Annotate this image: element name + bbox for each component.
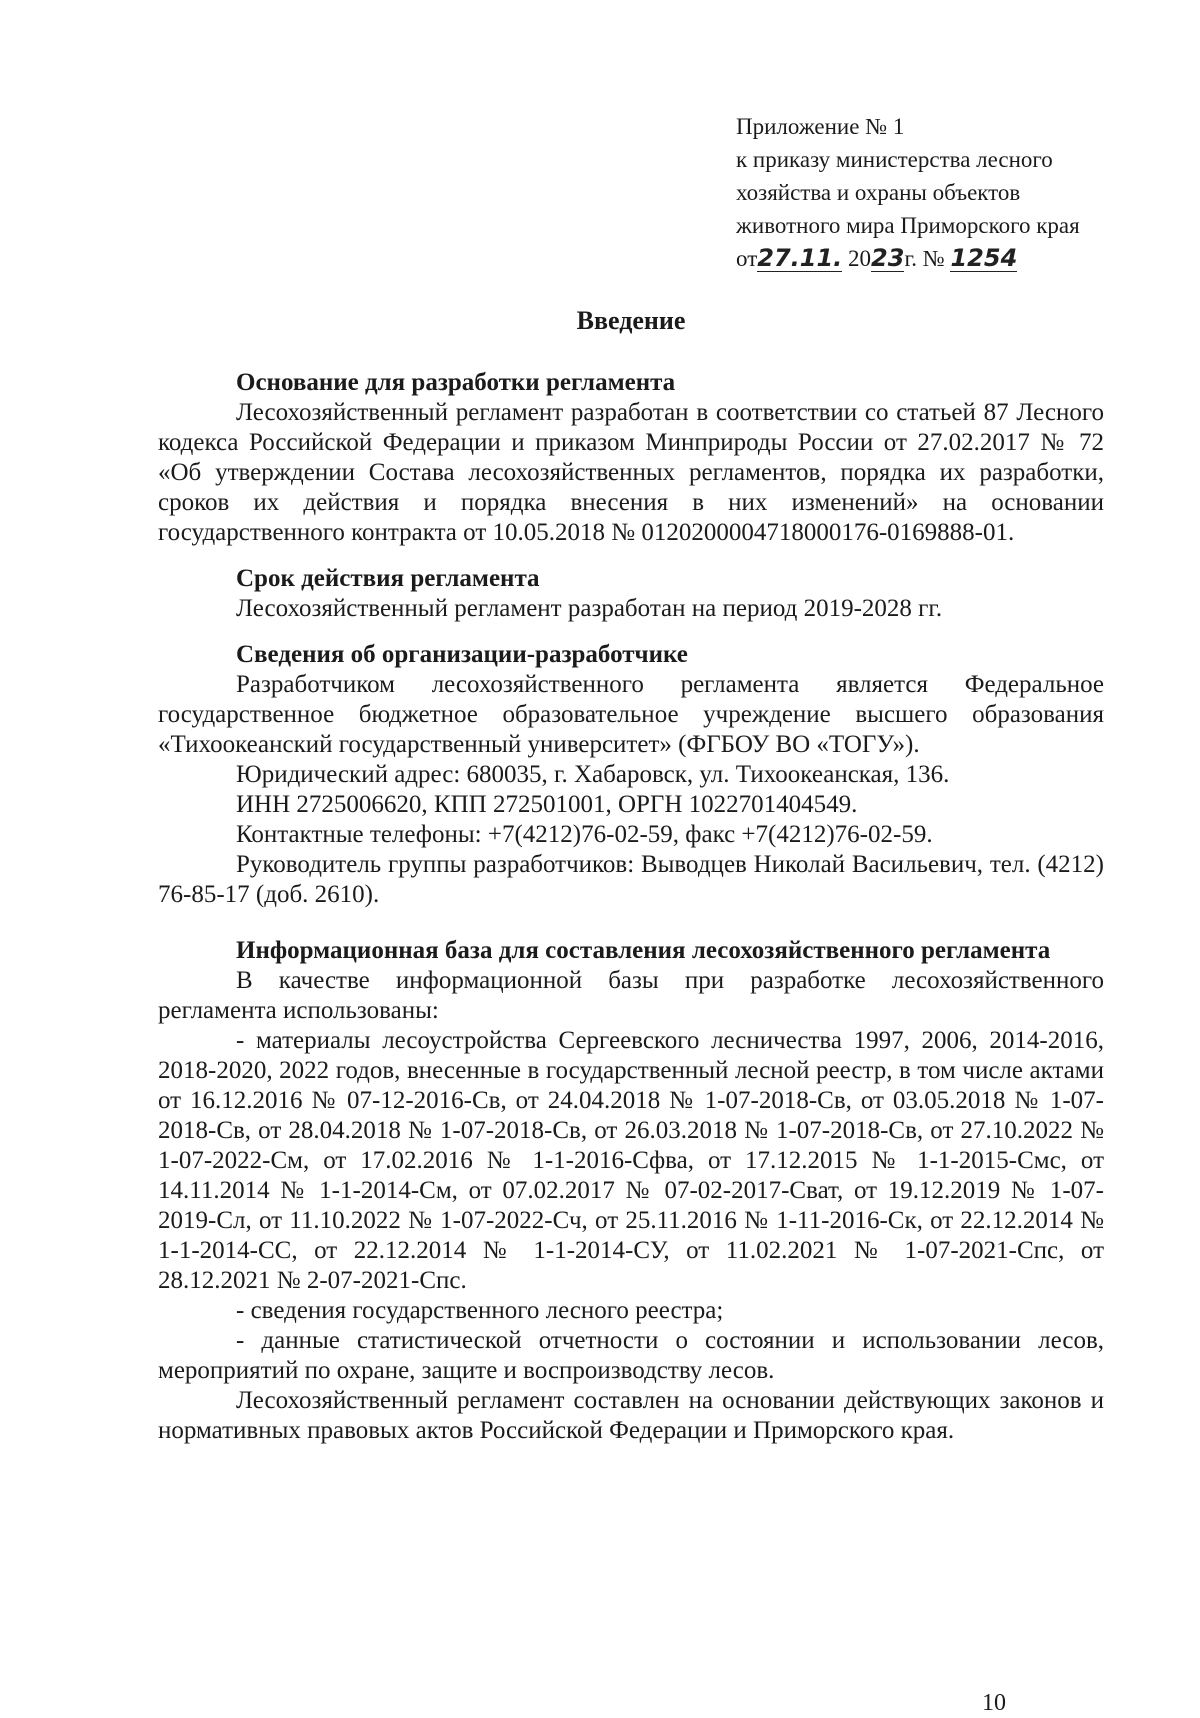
term-heading: Срок действия регламента [236, 565, 540, 592]
info-item-statistics: - данные статистической отчетности о состоянии и использовании лесов, мероприятий по охране, защите и воспроизводству лесов. [158, 1327, 1104, 1384]
info-item-materials: - материалы лесоустройства Сергеевского лесничества 1997, 2006, 2014-2016, 2018-2020, 2022 годов, внесенные в государственный лесной реестр, в том числе актами от 16.12.2016 № 07-12-2016-Св, от 24.04.2018 № 1-07-2018-Св, от 03.05.2018 № 1-07-2018-Св, от 28.04.2018 № 1-07-2018-Св, от 26.03.2018 № 1-07-2018-Св, от 27.10.2022 № 1-07-2022-См, от 17.02.2016 № 1-1-2016-Сфва, от 17.12.2015 № 1-1-2015-Смс, от 14.11.2014 № 1-1-2014-См, от 07.02.2017 № 07-02-2017-Сват, от 19.12.2019 № 1-07-2019-Сл, от 11.10.2022 № 1-07-2022-Сч, от 25.11.2016 № 1-11-2016-Ск, от 22.12.2014 № 1-1-2014-СС, от 22.12.2014 № 1-1-2014-СУ, от 11.02.2021 № 1-07-2021-Спс, от 28.12.2021 № 2-07-2021-Спс. [158, 1027, 1104, 1294]
date-prefix: от [736, 246, 758, 271]
developer-heading: Сведения об организации-разработчике [236, 641, 688, 668]
contact-phones: Контактные телефоны: +7(4212)76-02-59, факс +7(4212)76-02-59. [236, 821, 933, 848]
appendix-ministry-line: хозяйства и охраны объектов [736, 180, 1021, 205]
term-paragraph: Лесохозяйственный регламент разработан на период 2019-2028 гг. [236, 595, 943, 622]
year-prefix: 20 [848, 246, 872, 271]
handwritten-order-number: 1254 [950, 244, 1018, 272]
appendix-number: Приложение № 1 [736, 114, 905, 139]
info-base-heading: Информационная база для составления лесохозяйственного регламента [236, 937, 1051, 964]
info-closing-paragraph: Лесохозяйственный регламент составлен на основании действующих законов и нормативных правовых актов Российской Федерации и Приморского края. [158, 1387, 1104, 1444]
handwritten-day-month: 27.11. [757, 244, 843, 272]
appendix-region-line: животного мира Приморского края [736, 213, 1080, 238]
basis-paragraph: Лесохозяйственный регламент разработан в соответствии со статьей 87 Лесного кодекса Российской Федерации и приказом Минприроды России от 27.02.2017 № 72 «Об утверждении Состава лесохозяйственных регламентов, порядка их разработки, сроков их действия и порядка внесения в них изменений» на основании государственного контракта от 10.05.2018 № 0120200004718000176-0169888-01. [158, 399, 1104, 546]
legal-address: Юридический адрес: 680035, г. Хабаровск, ул. Тихоокеанская, 136. [236, 761, 950, 788]
tax-ids: ИНН 2725006620, КПП 272501001, ОРГН 1022701404549. [236, 791, 858, 818]
document-page [158, 110, 1104, 1716]
page-title: Введение [576, 306, 686, 335]
document-body [158, 368, 1104, 1446]
appendix-order-line: к приказу министерства лесного [736, 147, 1053, 172]
info-base-intro: В качестве информационной базы при разработке лесохозяйственного регламента использованы: [158, 967, 1104, 1024]
handwritten-year: 23 [871, 244, 905, 272]
appendix-date-line [736, 242, 1106, 275]
year-tail: г. № [904, 246, 945, 271]
appendix-block [736, 110, 1106, 275]
group-head: Руководитель группы разработчиков: Выводцев Николай Васильевич, тел. (4212) 76-85-17 (доб. 2610). [158, 851, 1104, 908]
basis-heading: Основание для разработки регламента [236, 369, 676, 396]
page-number: 10 [982, 1690, 1006, 1716]
info-item-registry: - сведения государственного лесного реестра; [236, 1297, 724, 1324]
developer-paragraph: Разработчиком лесохозяйственного регламента является Федеральное государственное бюджетное образовательное учреждение высшего образования «Тихоокеанский государственный университет» (ФГБОУ ВО «ТОГУ»). [158, 671, 1104, 758]
